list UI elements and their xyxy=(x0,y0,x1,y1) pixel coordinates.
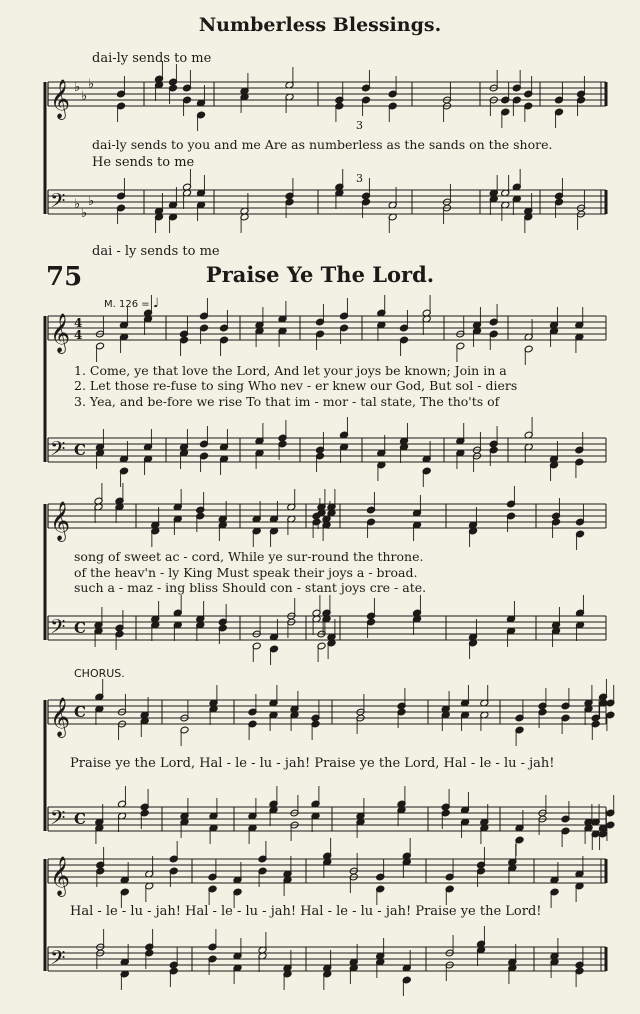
time-signature: C xyxy=(74,810,86,828)
lyric-line: dai-ly sends to you and me Are as numberless as the sands on the shore. xyxy=(92,137,553,152)
lyric-line: He sends to me xyxy=(92,155,195,170)
time-signature: C xyxy=(74,703,86,721)
verse-2-line-2: of the heav'n - ly King Must speak their joys a - broad. xyxy=(74,565,418,580)
bass-clef-icon: 𝄢 xyxy=(50,189,66,217)
triplet-mark: 3 xyxy=(356,119,363,132)
flat-sign-icon: ♭ xyxy=(74,80,81,95)
treble-clef-icon: 𝄞 xyxy=(50,79,71,119)
bass-clef-icon: 𝄢 xyxy=(50,615,66,643)
verse-2-line-1: 2. Let those re-fuse to sing Who nev - er knew our God, But sol - diers xyxy=(74,378,518,393)
flat-sign-icon: ♭ xyxy=(81,206,88,221)
bass-clef-icon: 𝄢 xyxy=(50,437,66,465)
hymn-number: 75 xyxy=(46,262,83,292)
verse-1-line-2: song of sweet ac - cord, While ye sur-round the throne. xyxy=(74,549,424,564)
time-signature: 4 xyxy=(74,328,83,342)
lyric-line: dai-ly sends to me xyxy=(92,51,212,66)
flat-sign-icon: ♭ xyxy=(74,197,81,212)
hymn-title: Praise Ye The Lord. xyxy=(205,262,435,287)
treble-clef-icon: 𝄞 xyxy=(50,501,71,541)
flat-sign-icon: ♭ xyxy=(88,194,95,209)
flat-sign-icon: ♭ xyxy=(81,89,88,104)
verse-1-line-1: 1. Come, ye that love the Lord, And let your joys be known; Join in a xyxy=(74,363,507,378)
triplet-mark: 3 xyxy=(356,172,363,185)
time-signature: C xyxy=(74,619,86,637)
time-signature: C xyxy=(74,441,86,459)
verse-3-line-2: such a - maz - ing bliss Should con - stant joys cre - ate. xyxy=(74,580,427,595)
time-signature: 4 xyxy=(74,316,83,330)
lyric-line: dai - ly sends to me xyxy=(92,244,220,259)
bass-clef-icon: 𝄢 xyxy=(50,946,66,974)
chorus-line-1: Praise ye the Lord, Hal - le - lu - jah! Praise ye the Lord, Hal - le - lu - jah! xyxy=(70,756,555,771)
treble-clef-icon: 𝄞 xyxy=(50,697,71,737)
verse-3-line-1: 3. Yea, and be-fore we rise To that im - mor - tal state, The tho'ts of xyxy=(74,394,500,409)
chorus-label: CHORUS. xyxy=(74,667,125,680)
treble-clef-icon: 𝄞 xyxy=(50,856,71,896)
quarter-note-icon: ♩ xyxy=(152,296,159,311)
chorus-line-2: Hal - le - lu - jah! Hal - le - lu - jah! Hal - le - lu - jah! Praise ye the Lord! xyxy=(70,904,542,919)
treble-clef-icon: 𝄞 xyxy=(50,313,71,353)
previous-hymn-title: Numberless Blessings. xyxy=(198,14,442,36)
metronome-text: M. 126 = xyxy=(104,299,150,310)
bass-clef-icon: 𝄢 xyxy=(50,806,66,834)
flat-sign-icon: ♭ xyxy=(88,77,95,92)
